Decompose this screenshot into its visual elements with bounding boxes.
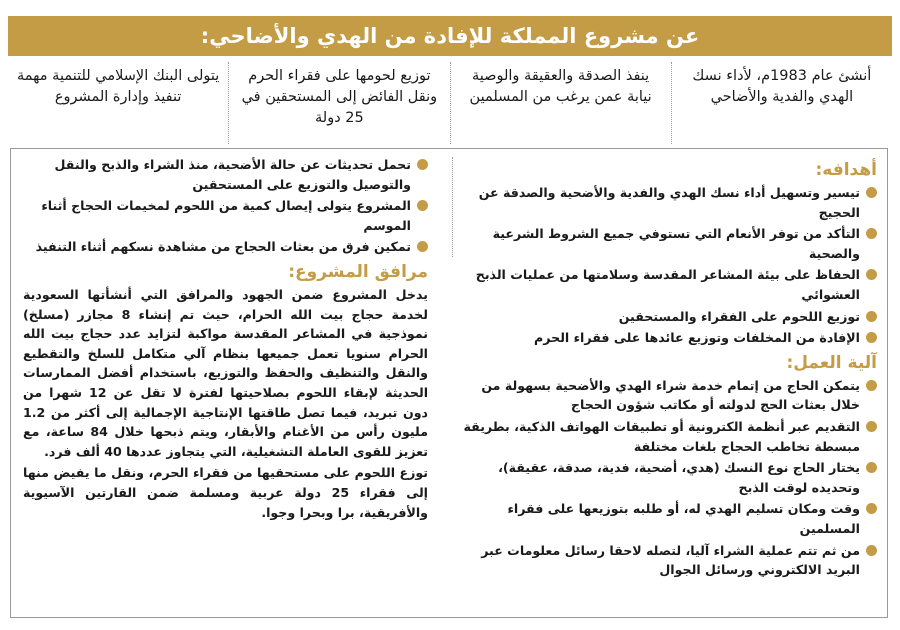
distribution-paragraph: توزع اللحوم على مستحقيها من فقراء الحرم، ونقل ما يفيض منها إلى فقراء 25 دولة عربية ومسلمة ضمن القارتين الآسيوية والأفريقية، برا وبحرا وجوا. — [23, 465, 428, 520]
list-item: تحمل تحديثات عن حالة الأضحية، منذ الشراء والذبح والنقل والتوصيل والتوزيع على المستحقين — [23, 155, 428, 194]
goals-heading: أهدافه: — [815, 160, 877, 180]
list-item: التقديم عبر أنظمة الكترونية أو تطبيقات الهواتف الذكية، بطريقة مبسطة تخاطب الحجاج بلغات مختلفة — [459, 417, 877, 456]
mechanism-heading: آلية العمل: — [786, 352, 877, 373]
list-item: توزيع اللحوم على الفقراء والمستحقين — [459, 307, 877, 327]
list-item: يختار الحاج نوع النسك (هدي، أضحية، فدية، صدقة، عقيقة)، وتحديده لوقت الذبح — [459, 458, 877, 497]
fact-distribution: توزيع لحومها على فقراء الحرم ونقل الفائض إلى المستحقين في 25 دولة — [229, 62, 450, 144]
title-banner — [8, 16, 892, 56]
bullet-icon — [417, 200, 428, 211]
bullet-icon — [866, 503, 877, 514]
list-item: تمكين فرق من بعثات الحجاج من مشاهدة نسكهم أثناء التنفيذ — [23, 237, 428, 257]
updates-list — [23, 155, 428, 257]
bullet-icon — [417, 159, 428, 170]
left-column — [23, 155, 428, 524]
column-divider — [452, 157, 453, 257]
mechanism-list — [459, 376, 877, 580]
content-panel — [10, 148, 888, 618]
list-item: من ثم تتم عملية الشراء آليا، لتصله لاحقا رسائل معلومات عبر البريد الالكتروني ورسائل الجوال — [459, 541, 877, 580]
right-column — [459, 155, 877, 582]
facilities-heading: مرافق المشروع: — [288, 261, 428, 282]
bullet-icon — [866, 545, 877, 556]
bullet-icon — [866, 421, 877, 432]
bullet-icon — [866, 187, 877, 198]
list-item: يتمكن الحاج من إتمام خدمة شراء الهدي والأضحية بسهولة من خلال بعثات الحج لدولته أو مكاتب شؤون الحجاج — [459, 376, 877, 415]
bullet-icon — [866, 269, 877, 280]
fact-charity: ينفذ الصدقة والعقيقة والوصية نيابة عمن يرغب من المسلمين — [451, 62, 672, 144]
list-item: التأكد من توفر الأنعام التي تستوفي جميع الشروط الشرعية والصحية — [459, 224, 877, 263]
bullet-icon — [866, 311, 877, 322]
fact-founded: أنشئ عام 1983م، لأداء نسك الهدي والفدية والأضاحي — [692, 68, 872, 105]
fact-bank: يتولى البنك الإسلامي للتنمية مهمة تنفيذ وإدارة المشروع — [8, 62, 229, 144]
list-item: المشروع يتولى إيصال كمية من اللحوم لمخيمات الحجاج أثناء الموسم — [23, 196, 428, 235]
bullet-icon — [866, 332, 877, 343]
goals-list — [459, 183, 877, 348]
list-item: الإفادة من المخلفات وتوزيع عائدها على فقراء الحرم — [459, 328, 877, 348]
facts-row — [8, 62, 892, 144]
bullet-icon — [866, 462, 877, 473]
bullet-icon — [866, 228, 877, 239]
page-title: عن مشروع المملكة للإفادة من الهدي والأضاحي: — [200, 24, 700, 48]
bullet-icon — [866, 380, 877, 391]
list-item: تيسير وتسهيل أداء نسك الهدي والفدية والأضحية والصدقة عن الحجيج — [459, 183, 877, 222]
list-item: وقت ومكان تسليم الهدي له، أو طلبه بتوزيعها على فقراء المسلمين — [459, 499, 877, 538]
facilities-paragraph: يدخل المشروع ضمن الجهود والمرافق التي أنشأتها السعودية لخدمة حجاج بيت الله الحرام، حيث تم إنشاء 8 مجازر (مسلخ) نموذجية في المشاعر المقدسة مواكبة لتزايد عدد حجاج بيت الله الحرام سنويا تعمل جميعها بنظام آلي متكامل للسلخ والتقطيع والنقل والتنظيف والحفظ والتوزيع، باستخدام أفضل الممارسات الحديثة لإبقاء اللحوم بصلاحيتها لفترة لا تقل عن 12 شهرا من دون تبريد، فيما تصل طاقتها الإنتاجية الإجمالية إلى أكثر من 1.2 مليون رأس من الأغنام والأبقار، ويتم ذبحها خلال 84 ساعة، مع تعزيز للقوى العاملة التشغيلية، التي يتجاوز عددها 40 ألف فرد. — [23, 286, 429, 459]
list-item: الحفاظ على بيئة المشاعر المقدسة وسلامتها من عمليات الذبح العشوائي — [459, 265, 877, 304]
bullet-icon — [417, 241, 428, 252]
